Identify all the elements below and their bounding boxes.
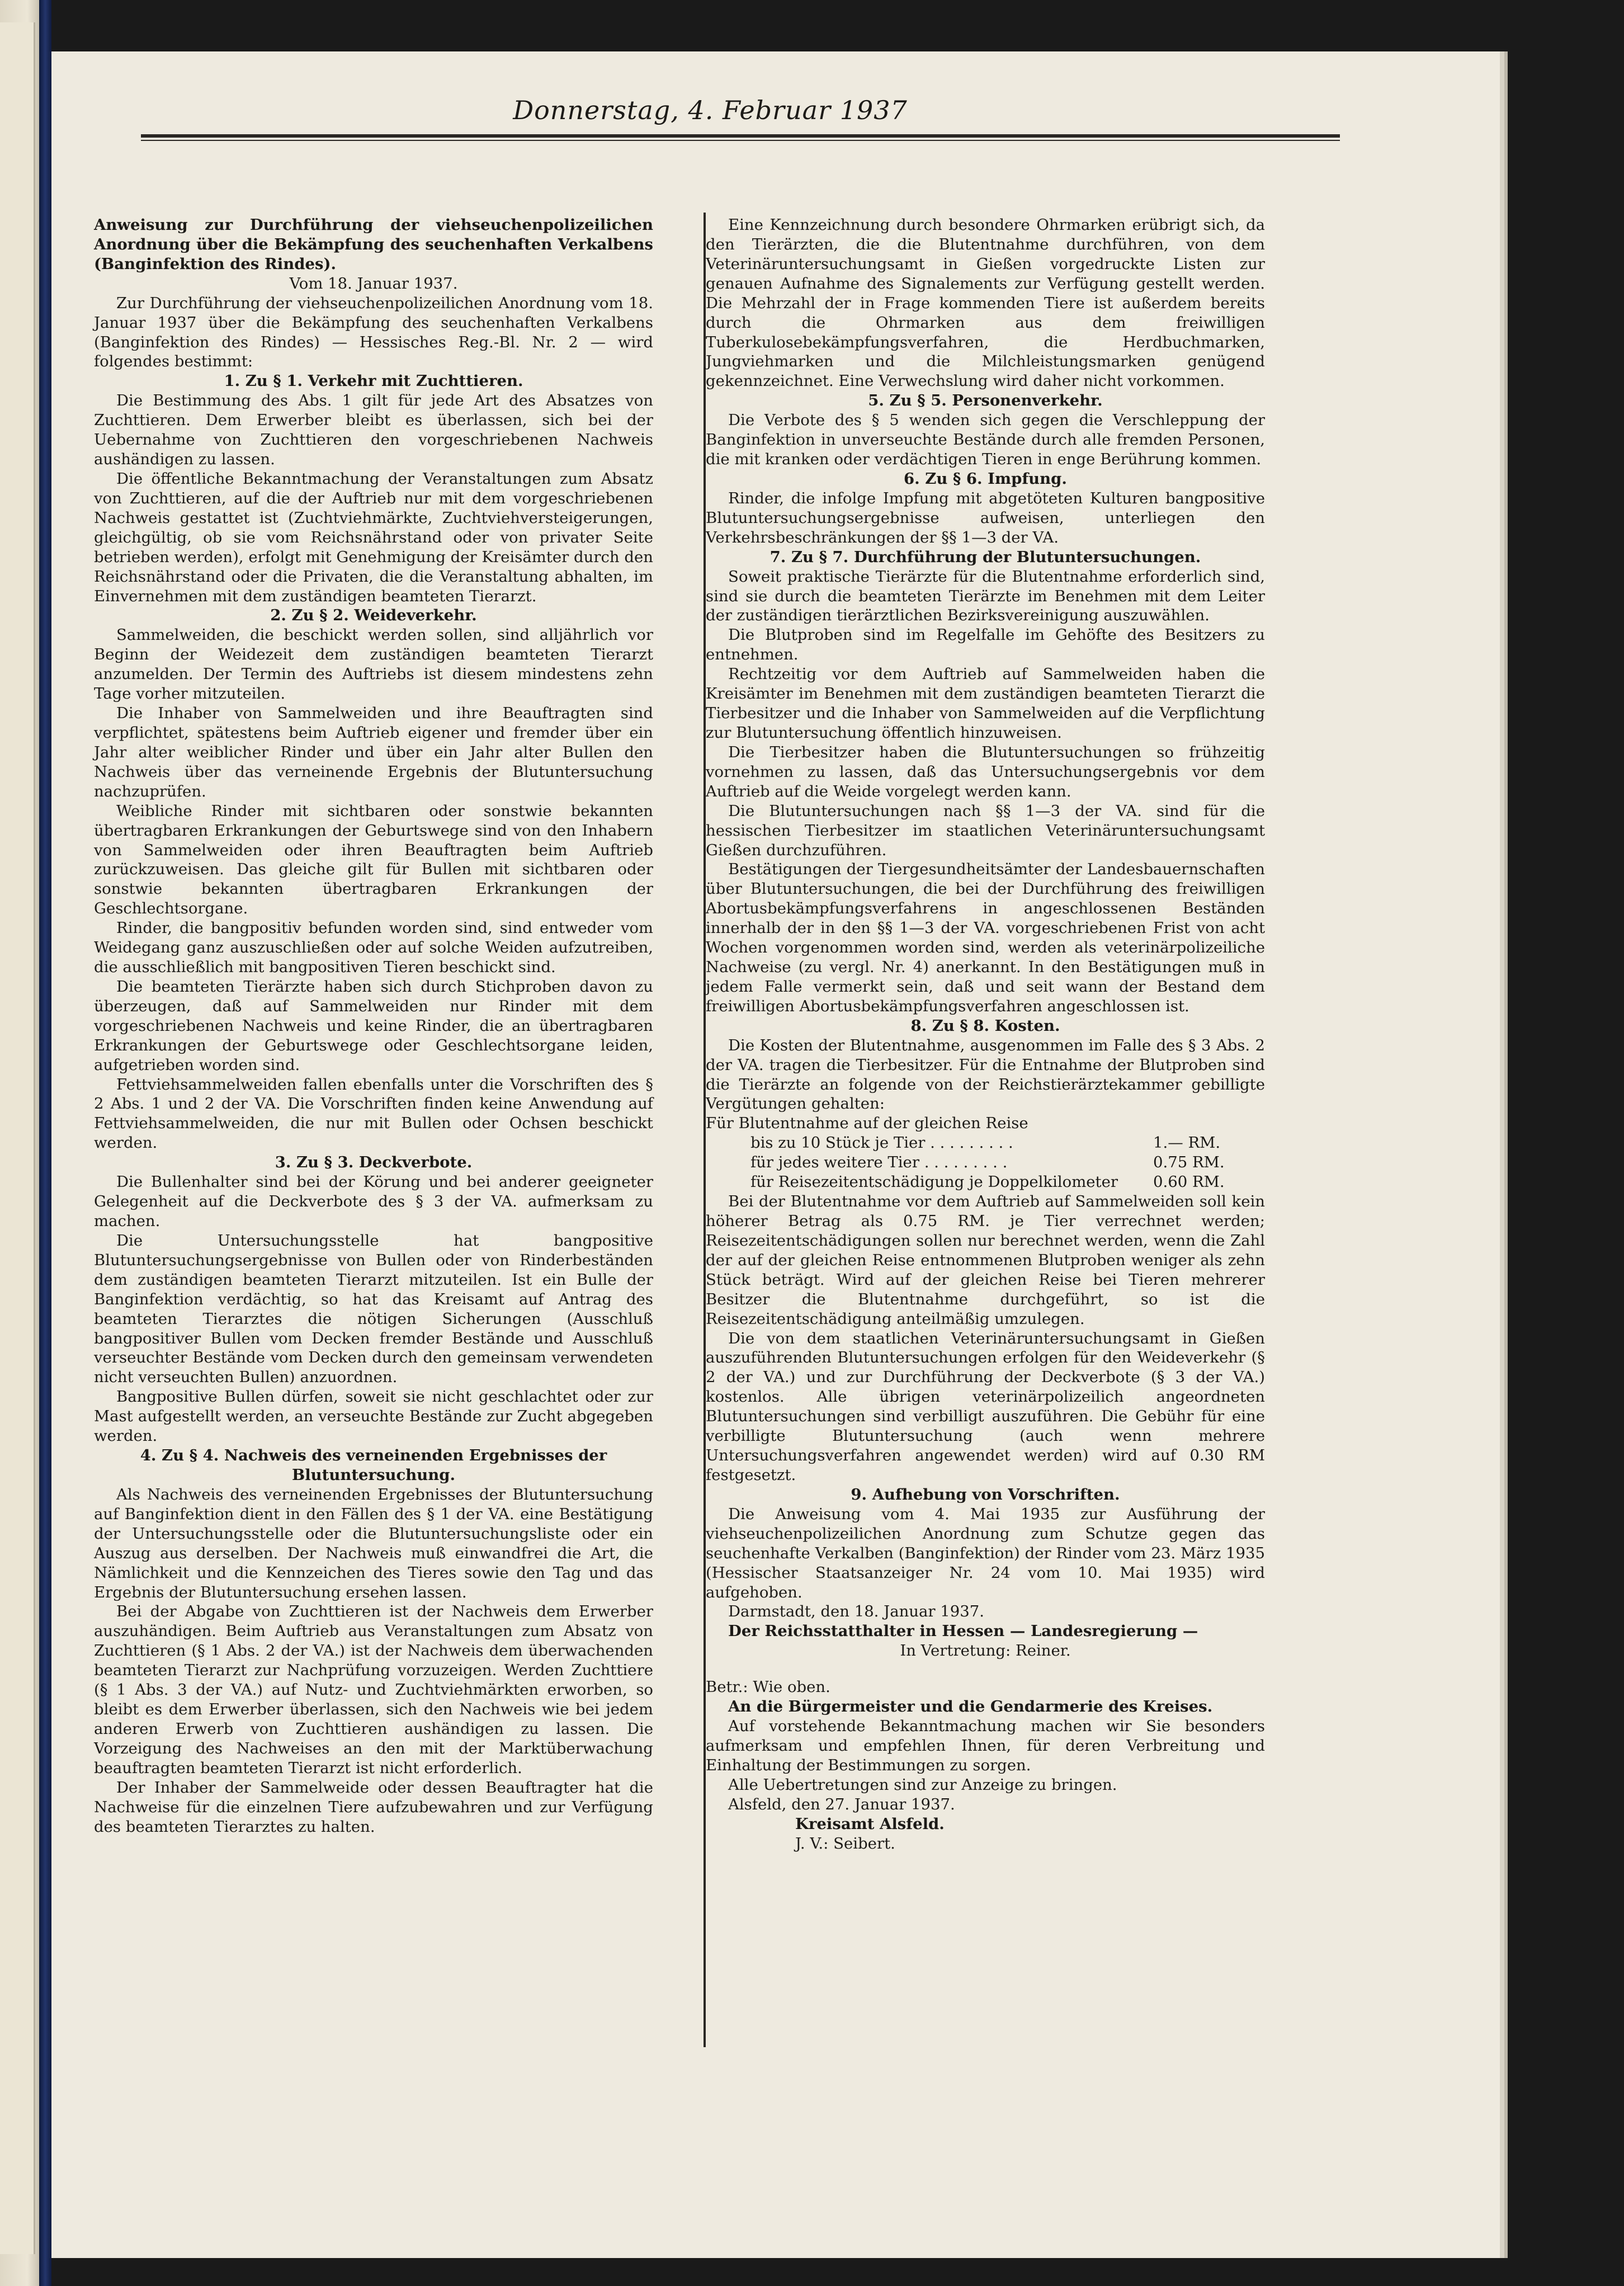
section-heading: 2. Zu § 2. Weideverkehr. [270,606,477,625]
fee-value: 0.75 RM. [1153,1153,1225,1172]
paragraph: Die öffentliche Bekanntmachung der Veranstaltungen zum Absatz von Zuchttieren, auf die der Auftrieb nur mit dem vorgeschriebenen Nachweis gestattet ist (Zuchtviehmärkte, Zuchtviehversteigerungen, gleichgültig, ob sie vom Reichsnährstand oder von privater Seite betrieben werden), erfolgt mit Genehmigung der Kreisämter durch den Reichsnährstand oder die Privaten, die die Veranstaltung abhalten, im Einvernehmen mit dem zuständigen beamteten Tierarzt. [94,469,653,605]
fee-value: 0.60 RM. [1153,1173,1225,1191]
paragraph: Bei der Blutentnahme vor dem Auftrieb auf Sammelweiden soll kein höherer Betrag als 0.75 RM. je Tier verrechnet werden; Reisezeitentschädigungen sollen nur berechnet werden, wenn die Zahl der auf der gleichen Reise entnommenen Blutproben weniger als zehn Stück beträgt. Wird auf der gleichen Reise bei Tieren mehrerer Besitzer die Blutentnahme durchgeführt, so ist die Reisezeitentschädigung anteilmäßig umzulegen. [706,1193,1265,1328]
header-rule [141,134,1340,138]
section-heading: 7. Zu § 7. Durchführung der Blutuntersuchungen. [769,548,1201,566]
place-date: Darmstadt, den 18. Januar 1937. [728,1602,985,1621]
place-date: Alsfeld, den 27. Januar 1937. [728,1795,955,1813]
paragraph: Die beamteten Tierärzte haben sich durch Stichproben davon zu überzeugen, daß auf Sammelweiden nur Rinder mit dem vorgeschriebenen Nachweis und keine Rinder, die an übertragbaren Erkrankungen der Geburtswege oder Geschlechtsorgane leiden, aufgetrieben worden sind. [94,977,653,1074]
right-column [706,215,1265,1854]
paragraph: Die Blutuntersuchungen nach §§ 1—3 der VA. sind für die hessischen Tierbesitzer im staatlichen Veterinäruntersuchungsamt Gießen durchzuführen. [706,802,1265,859]
paragraph: Die Kosten der Blutentnahme, ausgenommen im Falle des § 3 Abs. 2 der VA. tragen die Tierbesitzer. Für die Entnahme der Blutproben sind die Tierärzte an folgende von der Reichstierärztekammer gebilligte Vergütungen gehalten: [706,1036,1265,1113]
book-binding [39,0,51,2286]
section-heading: 3. Zu § 3. Deckverbote. [275,1153,473,1172]
fee-row [706,1172,1265,1192]
fee-label: Für Blutentnahme auf der gleichen Reise [706,1114,1028,1133]
paragraph: Die Bestimmung des Abs. 1 gilt für jede Art des Absatzes von Zuchttieren. Dem Erwerber bleibt es überlassen, sich bei der Uebernahme von Zuchttieren den vorgeschriebenen Nachweis aushändigen zu lassen. [94,392,653,469]
paragraph: Die Inhaber von Sammelweiden und ihre Beauftragten sind verpflichtet, spätestens beim Auftrieb eigener und fremder über ein Jahr alter weiblicher Rinder und über ein Jahr alter Bullen den Nachweis über das verneinende Ergebnis der Blutuntersuchung nachzuprüfen. [94,704,653,800]
issuing-office: Kreisamt Alsfeld. [795,1814,945,1833]
paragraph: Auf vorstehende Bekanntmachung machen wir Sie besonders aufmerksam und empfehlen Ihnen, für deren Verbreitung und Einhaltung der Bestimmungen zu sorgen. [706,1717,1265,1774]
paragraph: Weibliche Rinder mit sichtbaren oder sonstwie bekannten übertragbaren Erkrankungen der Geburtswege sind von den Inhabern von Sammelweiden oder ihren Beauftragten beim Auftrieb zurückzuweisen. Das gleiche gilt für Bullen mit sichtbaren oder sonstwie bekannten übertragbaren Erkrankungen der Geschlechtsorgane. [94,802,653,918]
paragraph: Bangpositive Bullen dürfen, soweit sie nicht geschlachtet oder zur Mast aufgestellt werden, an verseuchte Bestände zur Zucht abgegeben werden. [94,1388,653,1445]
paragraph: Rinder, die infolge Impfung mit abgetöteten Kulturen bangpositive Blutuntersuchungsergebnisse aufweisen, unterliegen den Verkehrsbeschränkungen der §§ 1—3 der VA. [706,489,1265,546]
fee-label: bis zu 10 Stück je Tier . . . . . . . . . [750,1134,1013,1152]
paragraph: Die Verbote des § 5 wenden sich gegen die Verschleppung der Banginfektion in unverseuchte Bestände durch alle fremden Personen, die mit kranken oder verdächtigen Tieren in enge Berührung kommen. [706,411,1265,469]
paragraph: Die Anweisung vom 4. Mai 1935 zur Ausführung der viehseuchenpolizeilichen Anordnung zum Schutze gegen das seuchenhafte Verkalben (Banginfektion) der Rinder vom 23. März 1935 (Hessischer Staatsanzeiger Nr. 24 vom 10. Mai 1935) wird aufgehoben. [706,1505,1265,1601]
left-page-paper [0,22,35,2254]
article-date: Vom 18. Januar 1937. [289,274,458,293]
paragraph: Alle Uebertretungen sind zur Anzeige zu bringen. [728,1775,1117,1794]
paragraph: Sammelweiden, die beschickt werden sollen, sind alljährlich vor Beginn der Weidezeit dem zuständigen beamteten Tierarzt anzumelden. Der Termin des Auftriebs ist diesem mindestens zehn Tage vorher mitzuteilen. [94,626,653,703]
paragraph: Eine Kennzeichnung durch besondere Ohrmarken erübrigt sich, da den Tierärzten, die die Blutentnahme durchführen, von dem Veterinäruntersuchungsamt in Gießen vorgedruckte Listen zur genauen Aufnahme des Signalements zur Verfügung gestellt werden. Die Mehrzahl der in Frage kommenden Tiere ist außerdem bereits durch die Ohrmarken aus dem freiwilligen Tuberkulosebekämpfungsverfahren, die Herdbuchmarken, Jungviehmarken und die Milchleistungsmarken genügend gekennzeichnet. Eine Verwechslung wird daher nicht vorkommen. [706,216,1265,390]
paragraph: Rinder, die bangpositiv befunden worden sind, sind entweder vom Weidegang ganz auszuschließen oder auf solche Weiden aufzutreiben, die ausschließlich mit bangpositiven Tieren beschickt sind. [94,919,653,977]
header-rule-thin [141,140,1340,141]
section-heading: 8. Zu § 8. Kosten. [910,1016,1060,1035]
signature-line: In Vertretung: Reiner. [900,1642,1071,1660]
paragraph: Die Blutproben sind im Regelfalle im Gehöfte des Besitzers zu entnehmen. [706,626,1265,664]
left-page-edge [0,0,39,2286]
left-column [94,215,653,1837]
paragraph: Bei der Abgabe von Zuchttieren ist der Nachweis dem Erwerber auszuhändigen. Beim Auftrieb aus Veranstaltungen zum Absatz von Zuchttieren (§ 1 Abs. 2 der VA.) ist der Nachweis dem überwachenden beamteten Tierarzt zur Nachprüfung vorzuzeigen. Werden Zuchttiere (§ 1 Abs. 3 der VA.) auf Nutz- und Zuchtviehmärkten erworben, so bleibt es dem Erwerber überlassen, sich den Nachweis wie bei jedem anderen Erwerb von Zuchttieren aushändigen zu lassen. Die Vorzeigung des Nachweises an den mit der Marktüberwachung beauftragten beamteten Tierarzt ist nicht erforderlich. [94,1602,653,1777]
fee-row [706,1153,1265,1172]
section-heading: 1. Zu § 1. Verkehr mit Zuchttieren. [224,372,523,390]
paragraph: Die Bullenhalter sind bei der Körung und bei anderer geeigneter Gelegenheit auf die Deckverbote des § 3 der VA. aufmerksam zu machen. [94,1173,653,1231]
section-heading: 4. Zu § 4. Nachweis des verneinenden Ergebnisses der Blutuntersuchung. [140,1446,607,1484]
paragraph: Die Tierbesitzer haben die Blutuntersuchungen so frühzeitig vornehmen zu lassen, daß das Untersuchungsergebnis vor dem Auftrieb auf die Weide vorgelegt werden kann. [706,743,1265,800]
fee-value: 1.— RM. [1153,1134,1221,1152]
paragraph: Fettviehsammelweiden fallen ebenfalls unter die Vorschriften des § 2 Abs. 1 und 2 der VA. Die Vorschriften finden keine Anwendung auf Fettviehsammelweiden, die nur mit Bullen oder Ochsen beschickt werden. [94,1075,653,1152]
signature-line: J. V.: Seibert. [795,1834,895,1853]
fee-label: für jedes weitere Tier . . . . . . . . . [750,1153,1008,1172]
addressee-line: An die Bürgermeister und die Gendarmerie des Kreises. [728,1698,1213,1716]
fee-row [706,1133,1265,1153]
paragraph: Die von dem staatlichen Veterinäruntersuchungsamt in Gießen auszuführenden Blutuntersuchungen erfolgen für den Weideverkehr (§ 2 der VA.) und zur Durchführung der Deckverbote (§ 3 der VA.) kostenlos. Alle übrigen veterinärpolizeilich angeordneten Blutuntersuchungen sind verbilligt auszuführen. Die Gebühr für eine verbilligte Blutuntersuchung (auch wenn mehrere Untersuchungsverfahren angewendet werden) wird auf 0.30 RM festgesetzt. [706,1329,1265,1484]
paragraph: Als Nachweis des verneinenden Ergebnisses der Blutuntersuchung auf Banginfektion dient in den Fällen des § 1 der VA. eine Bestätigung der Untersuchungsstelle oder die Blutuntersuchungsliste oder ein Auszug aus derselben. Der Nachweis muß einwandfrei die Art, die Nämlichkeit und die Kennzeichen des Tieres sowie den Tag und das Ergebnis der Blutuntersuchung ersehen lassen. [94,1485,653,1601]
paragraph: Die Untersuchungsstelle hat bangpositive Blutuntersuchungsergebnisse von Bullen oder von Rinderbeständen dem zuständigen beamteten Tierarzt mitzuteilen. Ist ein Bulle der Banginfektion verdächtig, so hat das Kreisamt auf Antrag des beamteten Tierarztes die nötigen Sicherungen (Ausschluß bangpositiver Bullen vom Decken fremder Bestände und Ausschluß verseuchter Bestände vom Decken durch den gemeinsam verwendeten nicht verseuchten Bullen) anzuordnen. [94,1231,653,1387]
section-heading: 6. Zu § 6. Impfung. [904,469,1067,488]
section-heading: 5. Zu § 5. Personenverkehr. [868,392,1103,410]
page-header: Donnerstag, 4. Februar 1937 [513,95,908,125]
fee-label: für Reisezeitentschädigung je Doppelkilometer [750,1173,1118,1191]
subject-line: Betr.: Wie oben. [706,1678,830,1696]
fee-row [706,1114,1265,1133]
paragraph: Soweit praktische Tierärzte für die Blutentnahme erforderlich sind, sind sie durch die beamteten Tierärzte im Benehmen mit dem Leiter der zuständigen tierärztlichen Bezirksvereinigung auszuwählen. [706,567,1265,625]
article-title: Anweisung zur Durchführung der viehseuchenpolizeilichen Anordnung über die Bekämpfung des seuchenhaften Verkalbens (Banginfektion des Rindes). [94,216,653,273]
section-heading: 9. Aufhebung von Vorschriften. [851,1485,1120,1503]
paragraph: Rechtzeitig vor dem Auftrieb auf Sammelweiden haben die Kreisämter im Benehmen mit dem zuständigen beamteten Tierarzt die Tierbesitzer und die Inhaber von Sammelweiden auf die Verpflichtung zur Blutuntersuchung öffentlich hinzuweisen. [706,665,1265,742]
paragraph: Der Inhaber der Sammelweide oder dessen Beauftragter hat die Nachweise für die einzelnen Tiere aufzubewahren und zur Verfügung des beamteten Tierarztes zu halten. [94,1778,653,1836]
paragraph: Bestätigungen der Tiergesundheitsämter der Landesbauernschaften über Blutuntersuchungen, die bei der Durchführung des freiwilligen Abortusbekämpfungsverfahrens in angeschlossenen Beständen innerhalb der in den §§ 1—3 der VA. vorgeschriebenen Frist von acht Wochen vorgenommen worden sind, werden als veterinärpolizeiliche Nachweise (zu vergl. Nr. 4) anerkannt. In den Bestätigungen muß in jedem Falle vermerkt sein, daß und seit wann der Bestand dem freiwilligen Abortusbekämpfungsverfahren angeschlossen ist. [706,860,1265,1015]
issuing-authority: Der Reichsstatthalter in Hessen — Landesregierung — [728,1622,1198,1641]
intro-paragraph: Zur Durchführung der viehseuchenpolizeilichen Anordnung vom 18. Januar 1937 über die Bekämpfung des seuchenhaften Verkalbens (Banginfektion des Rindes) — Hessisches Reg.-Bl. Nr. 2 — wird folgendes bestimmt: [94,294,653,371]
